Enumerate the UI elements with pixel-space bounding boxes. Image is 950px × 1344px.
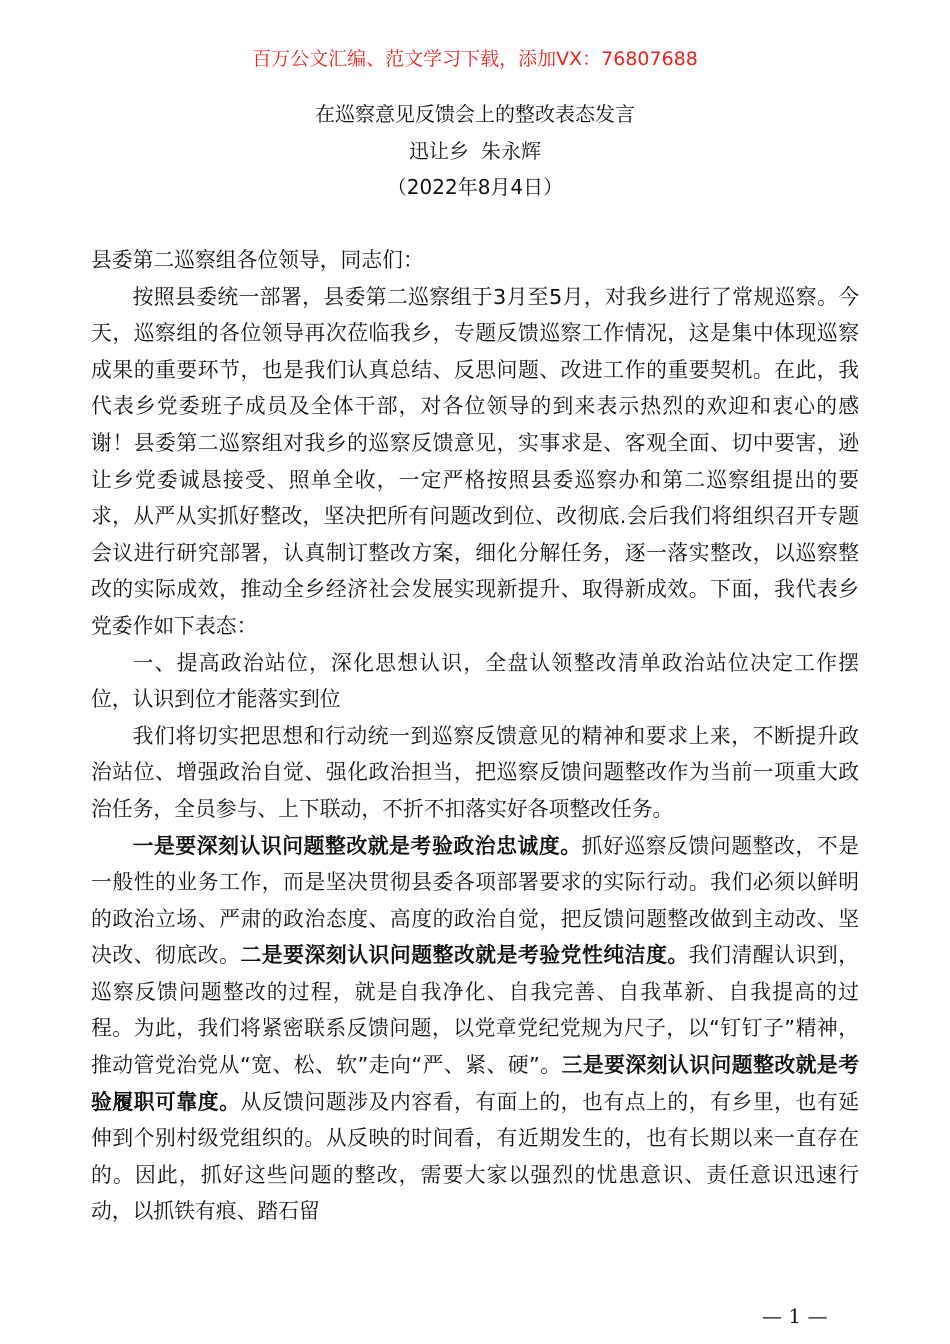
document-title: 在巡察意见反馈会上的整改表态发言 (315, 102, 635, 126)
paragraph-key-points (91, 828, 859, 1231)
point-3-text: 从反馈问题涉及内容看，有面上的，也有点上的，有乡里，也有延伸到个别村级党组织的。从反映的时间看，有近期发生的，也有长期以来一直存在的。因此，抓好这些问题的整改，需要大家以强烈的忧患意识、责任意识迅速行动，以抓铁有痕、踏石留 (91, 1089, 860, 1224)
page-number: — 1 — (762, 1304, 828, 1328)
point-2-heading: 二是要深刻认识问题整改就是考验党性纯洁度。 (240, 943, 689, 968)
salutation: 县委第二巡察组各位领导，同志们： (91, 248, 424, 272)
document-body (91, 242, 859, 1230)
paragraph-intro: 按照县委统一部署，县委第二巡察组于3月至5月，对我乡进行了常规巡察。今天，巡察组的各位领导再次莅临我乡，专题反馈巡察工作情况，这是集中体现巡察成果的重要环节，也是我们认真总结、反思问题、改进工作的重要契机。在此，我代表乡党委班子成员及全体干部，对各位领导的到来表示热烈的欢迎和衷心的感谢！县委第二巡察组对我乡的巡察反馈意见，实事求是、客观全面、切中要害，逊让乡党委诚恳接受、照单全收，一定严格按照县委巡察办和第二巡察组提出的要求，从严从实抓好整改，坚决把所有问题改到位、改彻底.会后我们将组织召开专题会议进行研究部署，认真制订整改方案，细化分解任务，逐一落实整改，以巡察整改的实际成效，推动全乡经济社会发展实现新提升、取得新成效。下面，我代表乡党委作如下表态： (91, 284, 859, 638)
section-heading-1: 一、提高政治站位，深化思想认识，全盘认领整改清单政治站位决定工作摆位，认识到位才能落实到位 (91, 650, 859, 712)
paragraph-commitment: 我们将切实把思想和行动统一到巡察反馈意见的精神和要求上来，不断提升政治站位、增强政治自觉、强化政治担当，把巡察反馈问题整改作为当前一项重大政治任务，全员参与、上下联动，不折不扣落实好各项整改任务。 (91, 723, 859, 821)
document-date: （2022年8月4日） (386, 175, 564, 199)
point-2-text: 我们清醒认识到，巡察反馈问题整改的过程，就是自我净化、自我完善、自我革新、自我提高的过程。为此，我们将紧密联系反馈问题，以党章党纪党规为尺子，以“钉钉子”精神，推动管党治党从“宽、松、软”走向“严、紧、硬”。 (91, 943, 860, 1078)
author-org: 迅让乡 (409, 139, 469, 163)
point-1-text: 抓好巡察反馈问题整改，不是一般性的业务工作，而是坚决贯彻县委各项部署要求的实际行动。我们必须以鲜明的政治立场、严肃的政治态度、高度的政治自觉，把反馈问题整改做到主动改、坚决改、彻底改。 (91, 833, 860, 968)
point-1-heading: 一是要深刻认识问题整改就是考验政治忠诚度。 (132, 833, 582, 858)
author-name: 朱永辉 (481, 139, 541, 163)
point-3-heading: 三是要深刻认识问题整改就是考验履职可靠度。 (91, 1053, 859, 1114)
watermark-banner: 百万公文汇编、范文学习下载，添加VX：76807688 (252, 48, 698, 70)
author-line (0, 136, 950, 166)
